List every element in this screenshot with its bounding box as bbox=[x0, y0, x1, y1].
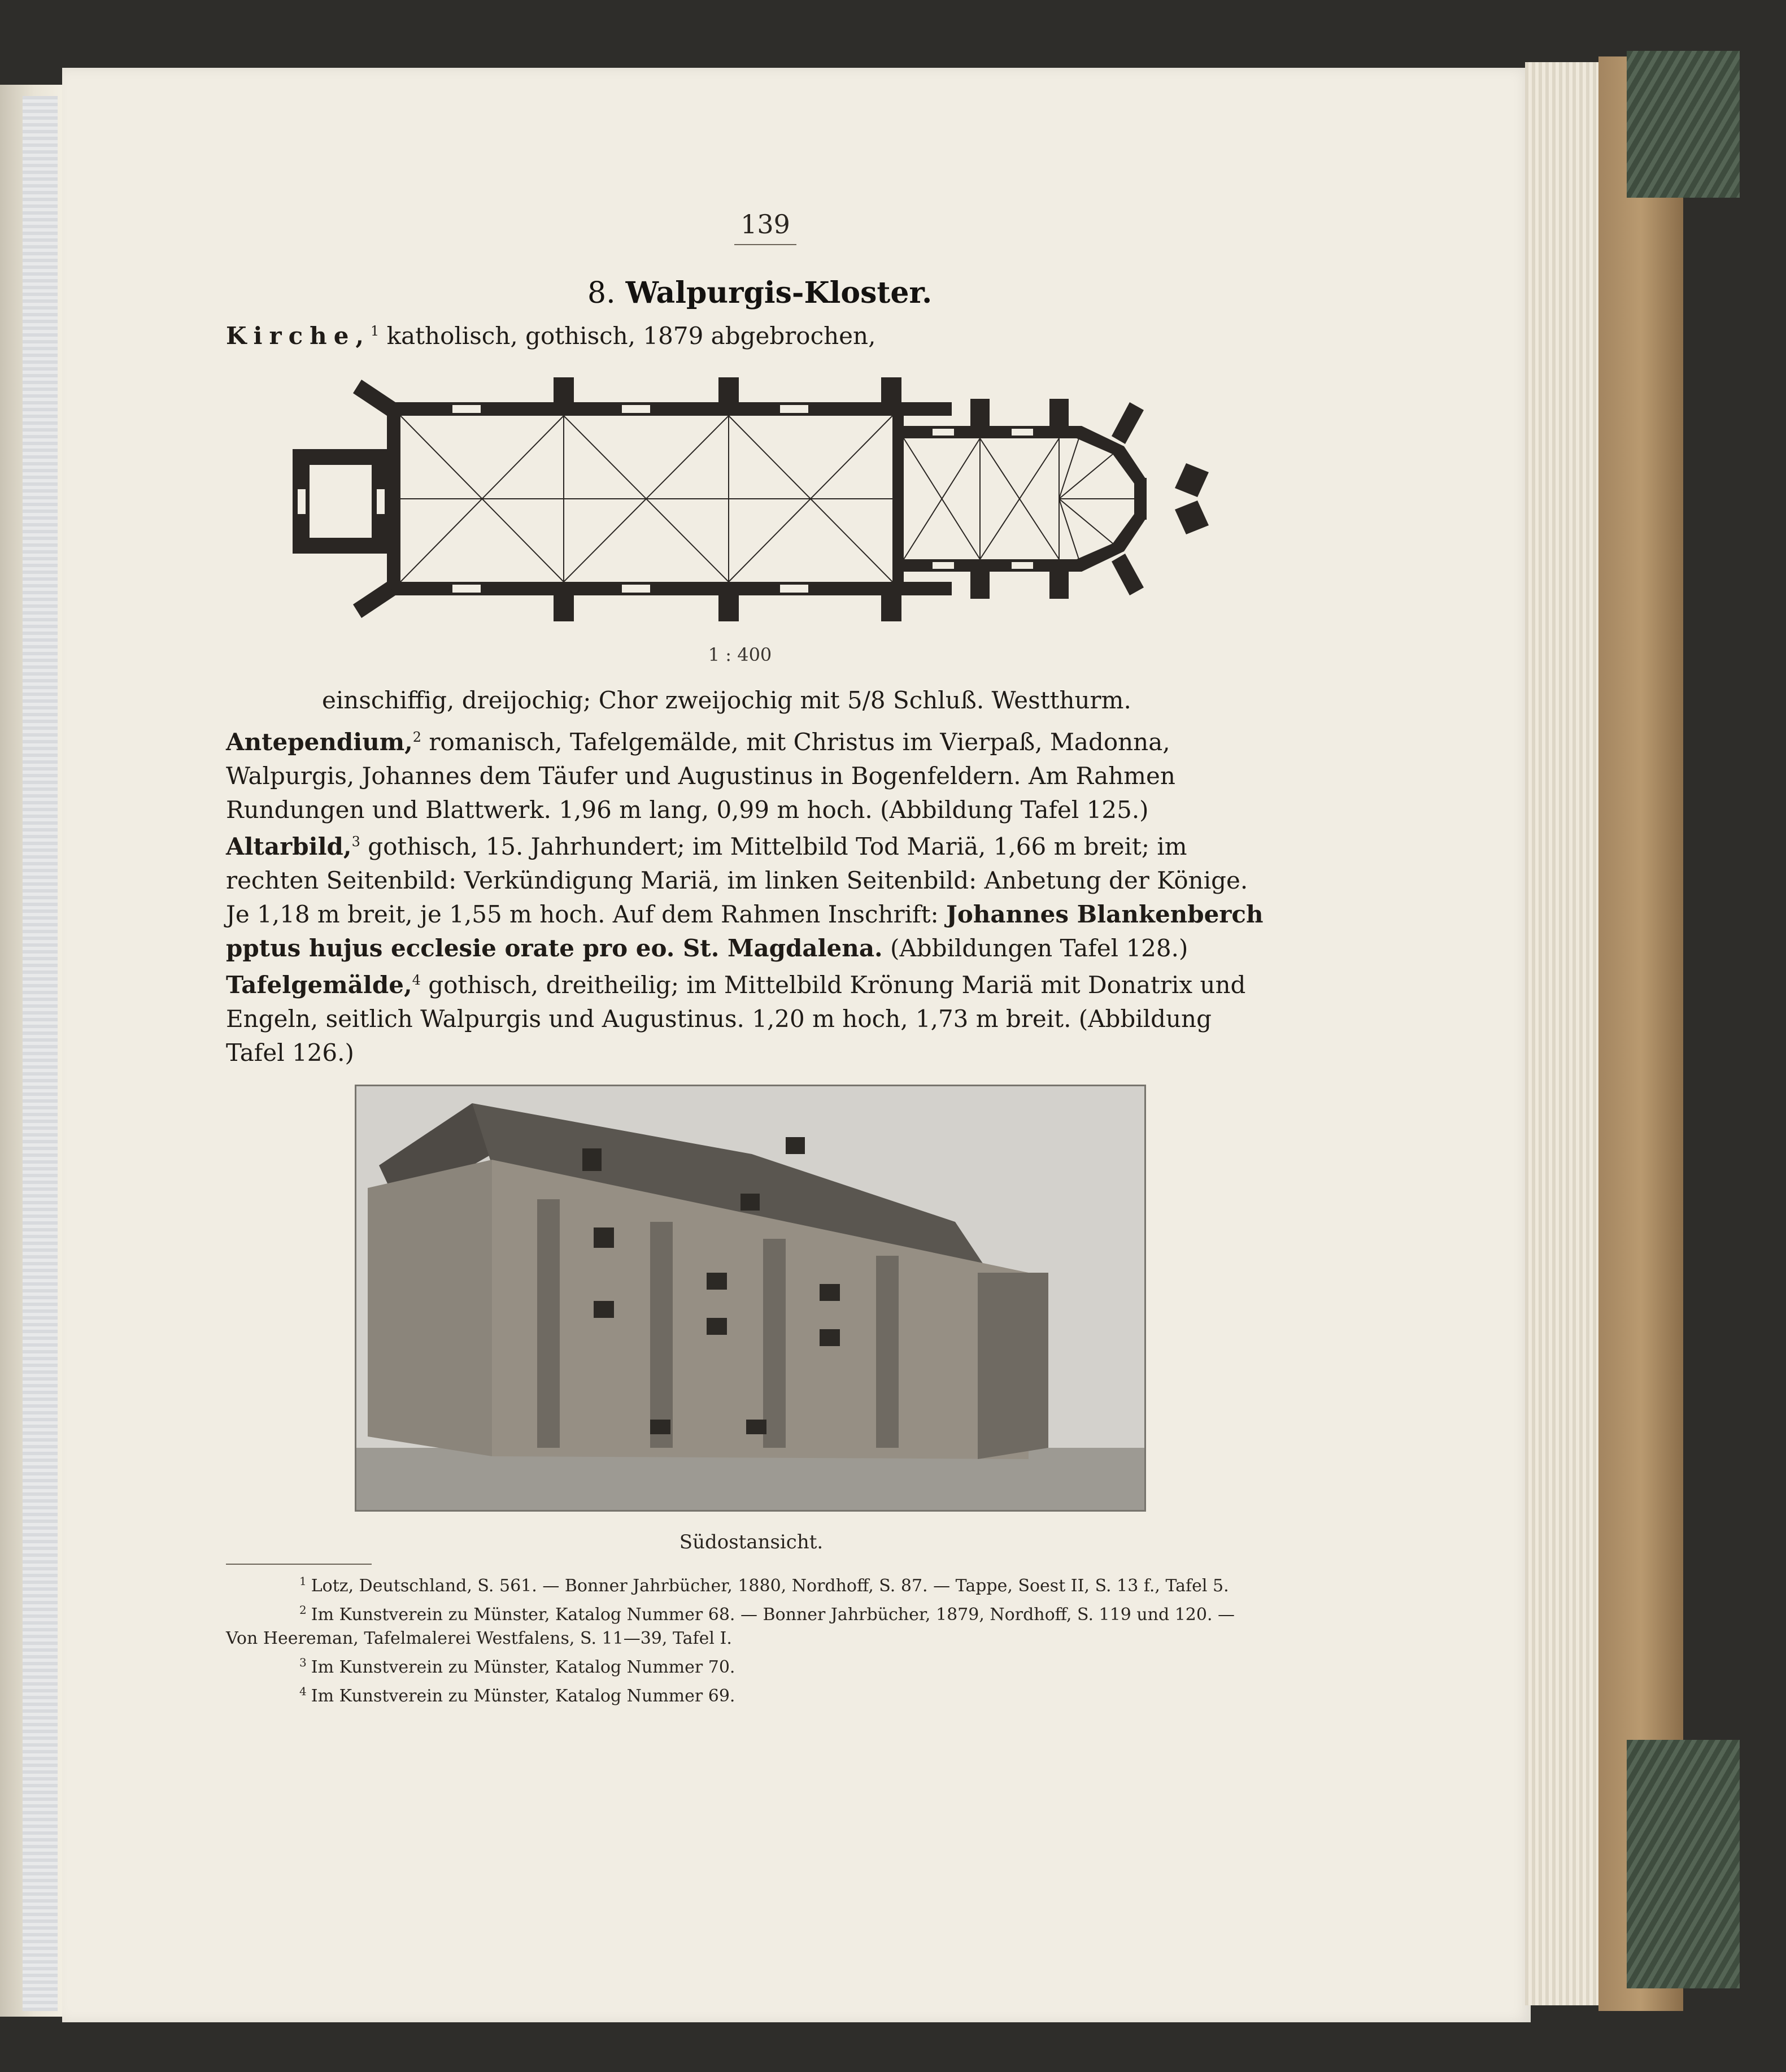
building-photo-illustration bbox=[356, 1086, 1144, 1510]
plan-tower bbox=[293, 449, 387, 554]
plan-west-wall bbox=[387, 402, 400, 595]
footnote-ref: 1 bbox=[371, 323, 380, 339]
footnote-marker: 2 bbox=[299, 1603, 307, 1617]
entry-lead: Antependium, bbox=[226, 728, 413, 756]
footnote-text: Lotz, Deutschland, S. 561. — Bonner Jahrbücher, 1880, Nordhoff, S. 87. — Tappe, Soest II, S. 13 f., Tafel 5. bbox=[311, 1576, 1229, 1596]
page-number: 139 bbox=[734, 209, 796, 245]
entry-lead: Tafelgemälde, bbox=[226, 971, 412, 999]
footnote-text: Im Kunstverein zu Münster, Katalog Nummer 70. bbox=[311, 1657, 735, 1677]
church-floor-plan bbox=[282, 367, 1231, 638]
section-number: 8. bbox=[587, 276, 616, 310]
photo-caption: Südostansicht. bbox=[679, 1531, 824, 1553]
footnote-text: Im Kunstverein zu Münster, Katalog Nummer 68. — Bonner Jahrbücher, 1879, Nordhoff, S. 119 und 120. — Von Heereman, Tafelmalerei Westfalens, S. 11—39, Tafel I. bbox=[226, 1605, 1235, 1648]
paragraph-altarbild bbox=[226, 825, 1271, 965]
footnote bbox=[226, 1679, 1271, 1708]
building-photo bbox=[355, 1085, 1146, 1512]
footnote-marker: 3 bbox=[299, 1656, 307, 1669]
altar-inscription: Johannes Blankenberch pptus hujus ecclesie orate pro eo. St. Magdalena. bbox=[226, 900, 1264, 962]
footnote bbox=[226, 1569, 1271, 1598]
footnote-ref: 2 bbox=[412, 729, 422, 745]
footnote-marker: 4 bbox=[299, 1684, 307, 1698]
footnote-ref: 3 bbox=[351, 834, 360, 850]
entry-text: romanisch, Tafelgemälde, mit Christus im Vierpaß, Madonna, Walpurgis, Johannes dem Täufer und Augustinus in Bogenfeldern. Am Rahmen Rundungen und Blattwerk. 1,96 m lang, 0,99 m hoch. (Abbildung Tafel 125.) bbox=[226, 728, 1175, 824]
footnote bbox=[226, 1651, 1271, 1679]
footnote-marker: 1 bbox=[299, 1574, 307, 1588]
footnote bbox=[226, 1598, 1271, 1651]
footnote-ref: 4 bbox=[412, 972, 421, 988]
section-heading bbox=[587, 276, 932, 310]
intro-text: katholisch, gothisch, 1879 abgebrochen, bbox=[379, 322, 876, 350]
entry-lead: Altarbild, bbox=[226, 833, 352, 860]
entry-text: gothisch, 15. Jahrhundert; im Mittelbild Tod Mariä, 1,66 m breit; im rechten Seitenbild: Verkündigung Mariä, im linken Seitenbild: Anbetung der Könige. Je 1,18 m breit, je 1,55 m hoch. Auf dem Rahmen Inschrift: bbox=[226, 833, 1248, 928]
section-title: Walpurgis-Kloster. bbox=[625, 276, 933, 310]
plan-triumphal-arch bbox=[892, 416, 904, 582]
entry-text: gothisch, dreitheilig; im Mittelbild Krönung Mariä mit Donatrix und Engeln, seitlich Walpurgis und Augustinus. 1,20 m hoch, 1,73 m breit. (Abbildung Tafel 126.) bbox=[226, 971, 1246, 1067]
paragraph-tafelgemaelde bbox=[226, 963, 1271, 1070]
footnote-text: Im Kunstverein zu Münster, Katalog Nummer 69. bbox=[311, 1686, 735, 1706]
paragraph-antependium bbox=[226, 720, 1271, 827]
intro-lead: Kirche, bbox=[226, 322, 371, 350]
paragraph-kirche-description: einschiffig, dreijochig; Chor zweijochig mit 5/8 Schluß. Westthurm. bbox=[322, 686, 1131, 714]
footnotes bbox=[226, 1569, 1271, 1708]
plan-scale: 1 : 400 bbox=[708, 644, 772, 665]
entry-tail: (Abbildungen Tafel 128.) bbox=[882, 934, 1188, 962]
intro-line bbox=[226, 322, 875, 350]
footnote-rule bbox=[226, 1564, 372, 1565]
